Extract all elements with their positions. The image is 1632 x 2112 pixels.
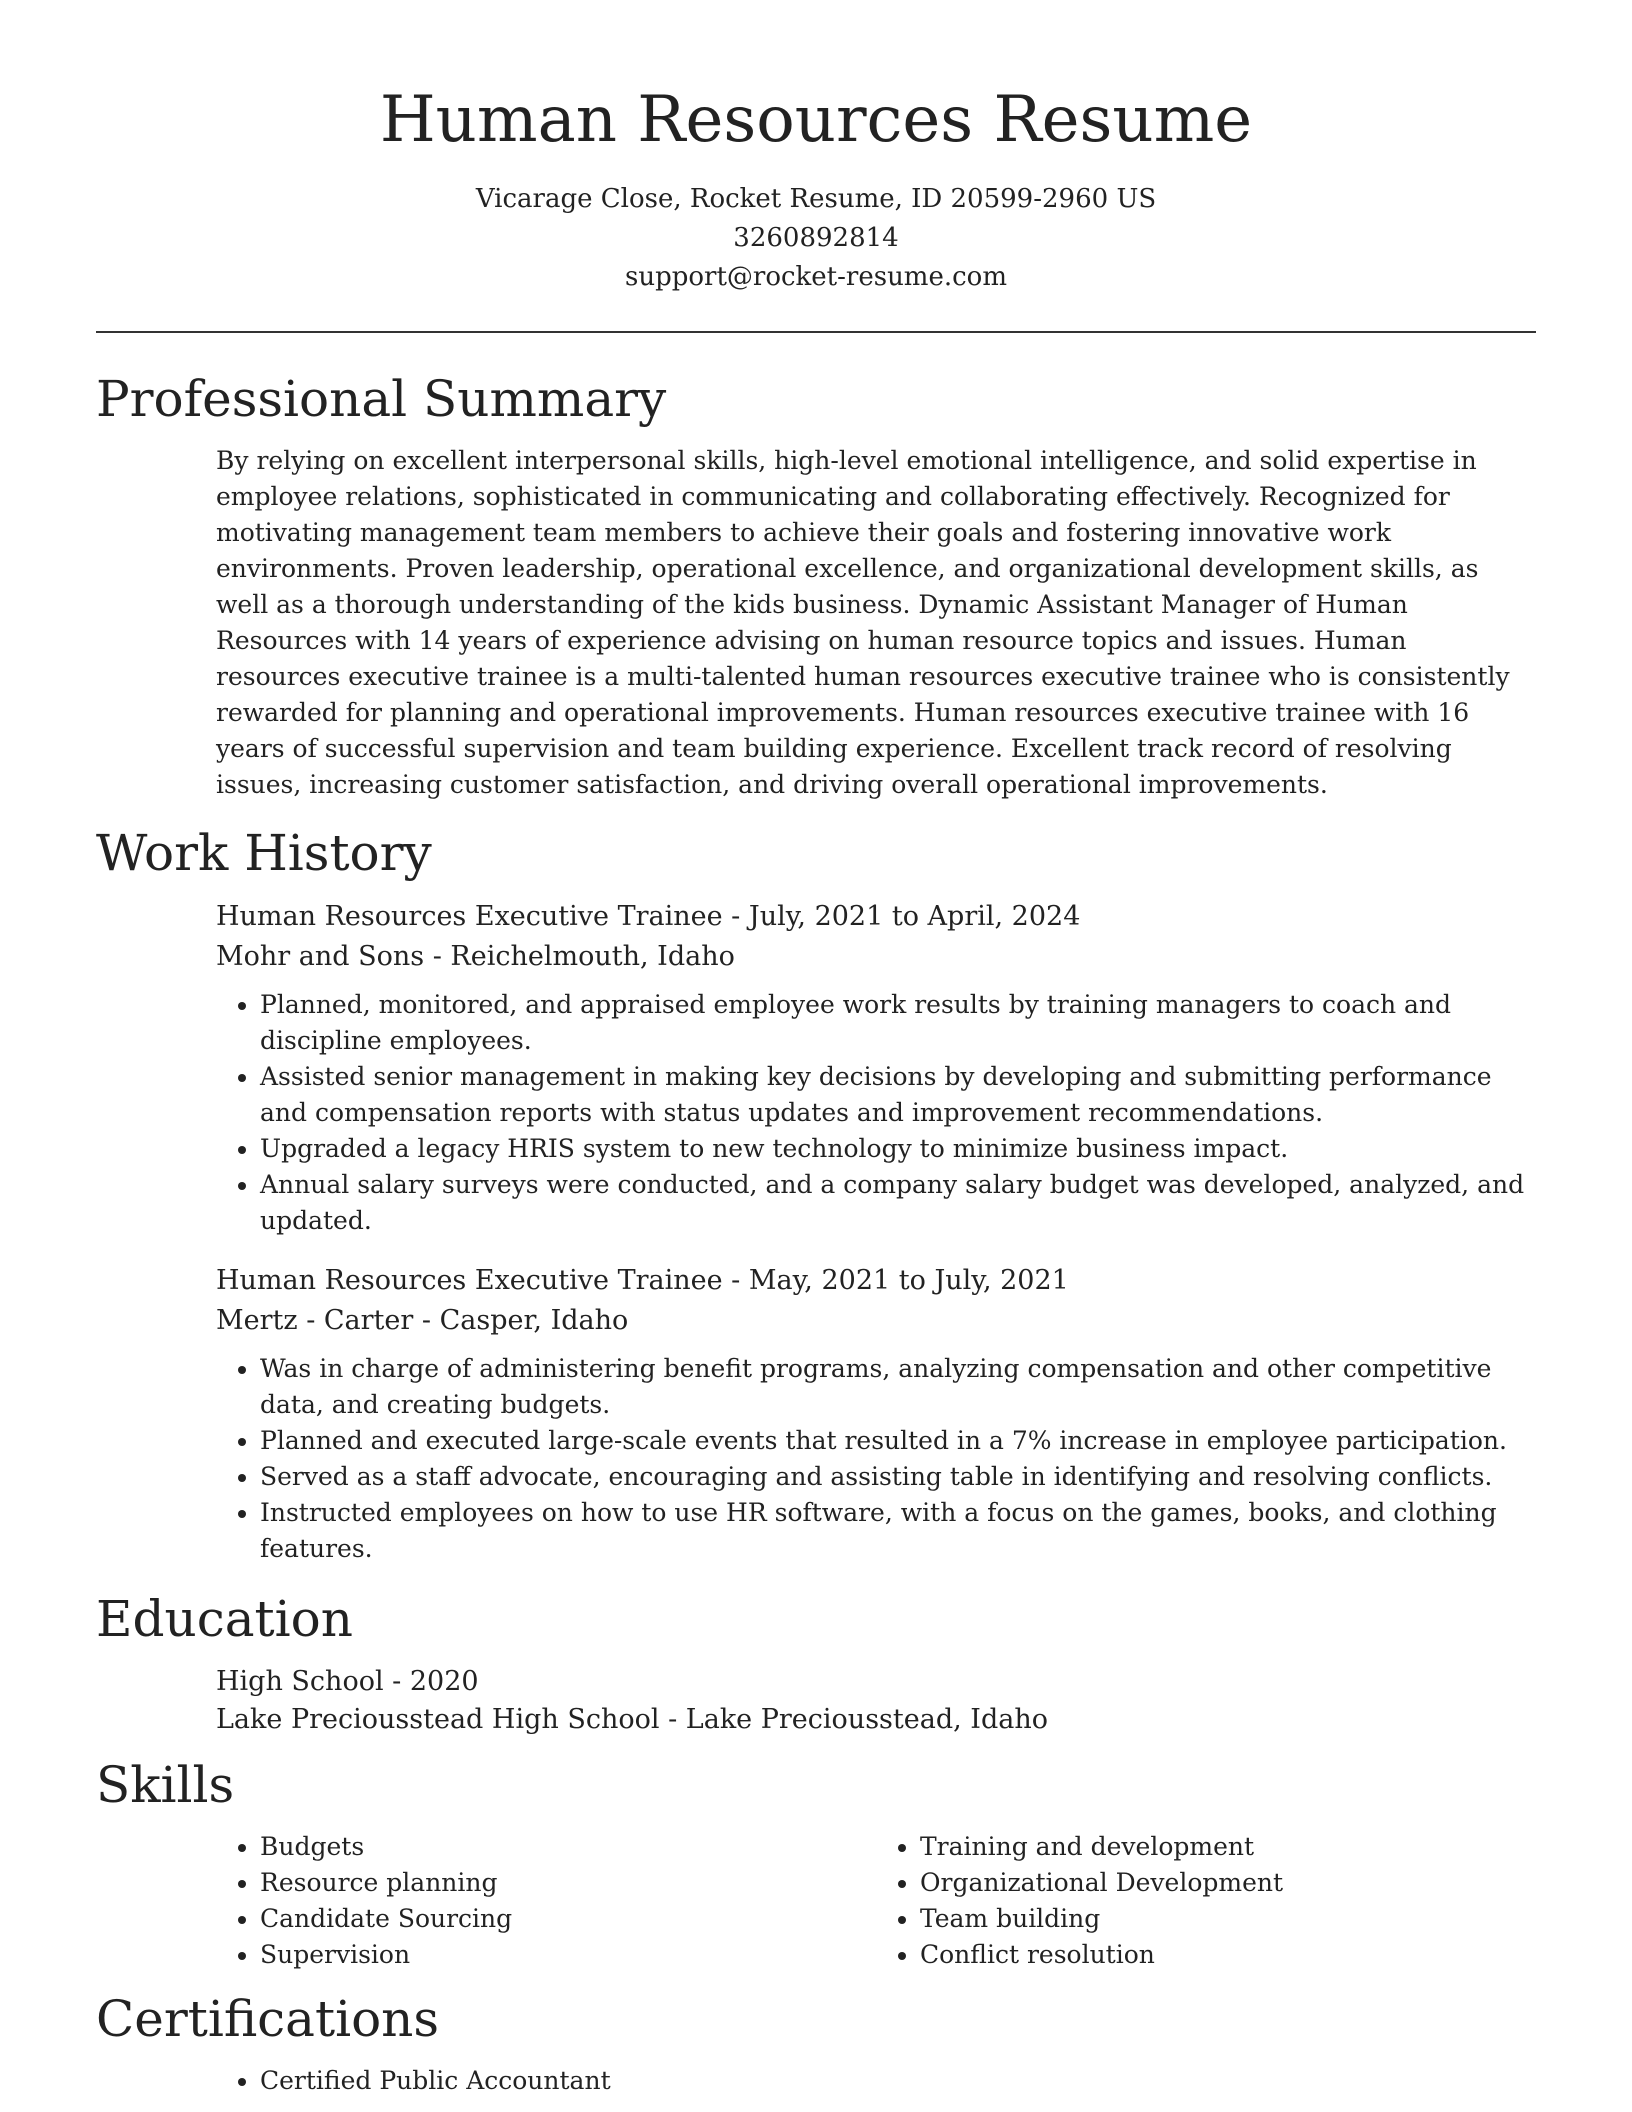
job-company-line (216, 1301, 1536, 1341)
job-bullet: • Assisted senior management in making key decisions by developing and submitting performance and compensation reports with status updates and improvement recommendations. (260, 1059, 1536, 1131)
job-bullet: • Annual salary surveys were conducted, and a company salary budget was developed, analyzed, and updated. (260, 1167, 1536, 1239)
job-bullets (216, 1351, 1536, 1567)
job-bullet: • Was in charge of administering benefit programs, analyzing compensation and other competitive data, and creating budgets. (260, 1351, 1536, 1423)
job-dates: - May, 2021 to July, 2021 (722, 1264, 1069, 1296)
job-bullet: • Instructed employees on how to use HR software, with a focus on the games, books, and clothing features. (260, 1495, 1536, 1567)
job-bullet: • Planned and executed large-scale events that resulted in a 7% increase in employee participation. (260, 1423, 1536, 1459)
resume-title: Human Resources Resume (379, 83, 1253, 157)
skills-heading: Skills (96, 1755, 235, 1814)
header-divider (96, 331, 1536, 333)
job-dates: - July, 2021 to April, 2024 (722, 900, 1081, 932)
work-history-body (216, 897, 1536, 1567)
work-history-section (96, 823, 1536, 1567)
education-year: - 2020 (383, 1665, 479, 1697)
skill-item: • Training and development (920, 1829, 1536, 1865)
skill-item: • Resource planning (260, 1865, 876, 1901)
education-school: Lake Preciousstead High School (216, 1703, 660, 1735)
certifications-body (216, 2063, 1536, 2099)
skills-list-left (216, 1829, 876, 1973)
skills-body (216, 1829, 1536, 1973)
job-bullet: • Upgraded a legacy HRIS system to new technology to minimize business impact. (260, 1131, 1536, 1167)
summary-section (96, 369, 1536, 803)
education-location: - Lake Preciousstead, Idaho (659, 1703, 1048, 1735)
email: support@rocket-resume.com (624, 261, 1007, 292)
job-title-line (216, 897, 1536, 937)
certifications-section (96, 1989, 1536, 2099)
skill-item: • Candidate Sourcing (260, 1901, 876, 1937)
skill-item: • Supervision (260, 1937, 876, 1973)
job-role: Human Resources Executive Trainee (216, 900, 723, 932)
job-location: - Reichelmouth, Idaho (424, 940, 735, 972)
job-company-line (216, 937, 1536, 977)
skill-item: • Team building (920, 1901, 1536, 1937)
address: Vicarage Close, Rocket Resume, ID 20599-2960 US (475, 183, 1157, 214)
work-history-heading: Work History (96, 823, 432, 882)
job-entry (216, 897, 1536, 1239)
skill-item: • Organizational Development (920, 1865, 1536, 1901)
summary-heading: Professional Summary (96, 369, 667, 428)
certification-item: • Certified Public Accountant (260, 2063, 1536, 2099)
job-bullet: • Planned, monitored, and appraised employee work results by training managers to coach and discipline employees. (260, 987, 1536, 1059)
summary-text: By relying on excellent interpersonal skills, high-level emotional intelligence, and solid expertise in employee relations, sophisticated in communicating and collaborating effectively. Recognized for motivating management team members to achieve their goals and fostering innovative work environments. Proven leadership, operational excellence, and organizational development skills, as well as a thorough understanding of the kids business. Dynamic Assistant Manager of Human Resources with 14 years of experience advising on human resource topics and issues. Human resources executive trainee is a multi-talented human resources executive trainee who is consistently rewarded for planning and operational improvements. Human resources executive trainee with 16 years of successful supervision and team building experience. Excellent track record of resolving issues, increasing customer satisfaction, and driving overall operational improvements. (216, 445, 1510, 799)
skill-item: • Conflict resolution (920, 1937, 1536, 1973)
education-heading: Education (96, 1589, 353, 1648)
job-company: Mertz - Carter (216, 1304, 414, 1336)
education-body (216, 1663, 1536, 1739)
education-section (96, 1589, 1536, 1739)
skill-item: • Budgets (260, 1829, 876, 1865)
job-location: - Casper, Idaho (413, 1304, 629, 1336)
job-role: Human Resources Executive Trainee (216, 1264, 723, 1296)
education-school-line (216, 1701, 1536, 1739)
resume-header (96, 0, 1536, 297)
phone: 3260892814 (733, 222, 899, 253)
skills-section (96, 1755, 1536, 1973)
certifications-list (216, 2063, 1536, 2099)
education-degree: High School (216, 1665, 384, 1697)
job-bullet: • Served as a staff advocate, encouraging and assisting table in identifying and resolving conflicts. (260, 1459, 1536, 1495)
summary-body (216, 443, 1536, 803)
job-title-line (216, 1261, 1536, 1301)
job-bullets (216, 987, 1536, 1239)
certifications-heading: Certifications (96, 1989, 440, 2048)
job-company: Mohr and Sons (216, 940, 425, 972)
education-degree-line (216, 1663, 1536, 1701)
skills-list-right (876, 1829, 1536, 1973)
job-entry (216, 1261, 1536, 1567)
